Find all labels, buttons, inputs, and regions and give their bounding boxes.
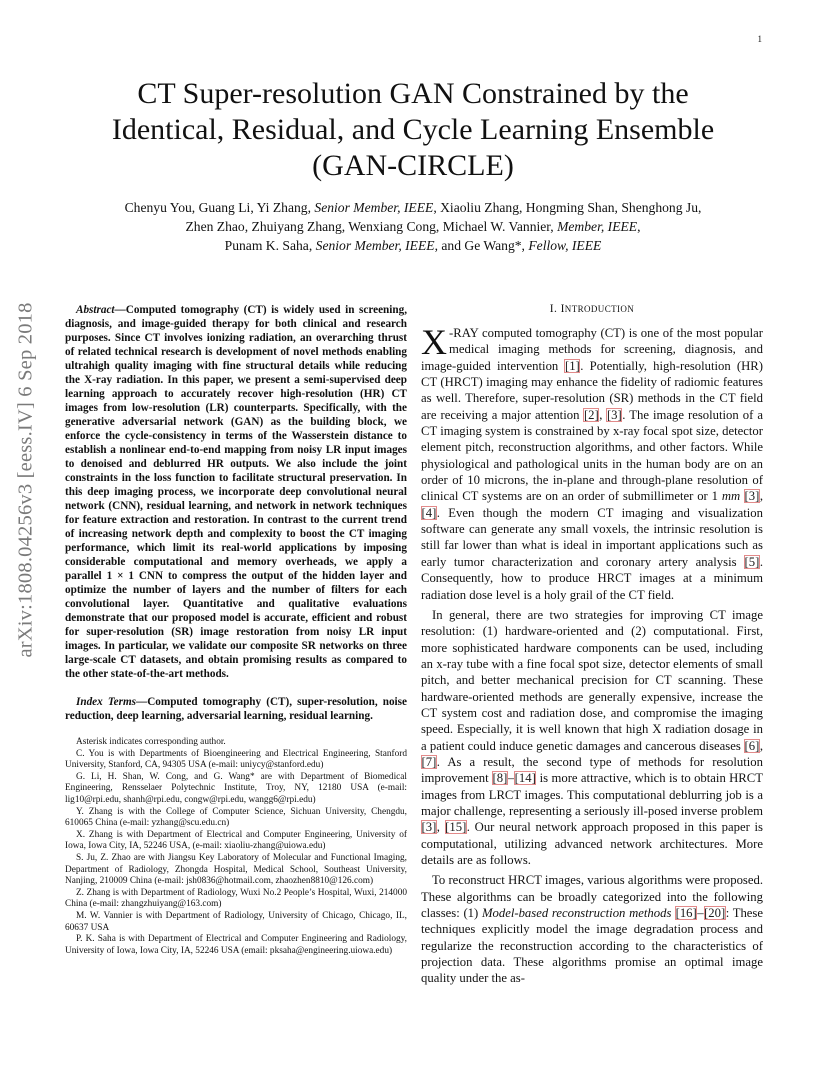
index-terms-text: —Computed tomography (CT), super-resolution, noise reduction, deep learning, adversarial learning, residual learning.: [65, 696, 407, 722]
text-run: . The image resolution of a CT imaging system is constrained by x-ray focal spot size, detector element pitch, reconstruction algorithms, and other factors. While physiological and pathological units in the human body are on an order of 10 microns, the in-plane and through-plane resolution of clinical CT systems are on an order of submillimeter or 1: [421, 407, 763, 504]
author-line-2: [60, 217, 766, 236]
text-run: ,: [599, 407, 607, 422]
citation-link[interactable]: [16]: [675, 906, 697, 921]
left-column: [65, 303, 407, 957]
text-run: . As a result, the second type of methods for resolution improvement: [421, 754, 763, 786]
author-membership: Fellow, IEEE: [528, 238, 602, 253]
footnote: C. You is with Departments of Bioengineering and Electrical Engineering, Stanford University, Stanford, CA, 94305 USA (e-mail: uniycy@stanford.edu): [65, 748, 407, 771]
abstract-text: —Computed tomography (CT) is widely used in screening, diagnosis, and image-guided therapy for both clinical and research purposes. Since CT involves ionizing radiation, an overarching thrust of related technical research is development of novel methods enabling ultrahigh quality imaging with fine structural details while reducing the X-ray radiation. In this paper, we present a semi-supervised deep learning approach to accurately recover high-resolution (HR) CT images from low-resolution (LR) counterparts. Specifically, with the generative adversarial network (GAN) as the building block, we enforce the cycle-consistency in terms of the Wasserstein distance to establish a nonlinear end-to-end mapping from noisy LR input images to denoised and deblurred HR outputs. We also include the joint constraints in the loss function to facilitate structural preservation. In this deep imaging process, we incorporate deep convolutional neural network (CNN), residual learning, and network in network techniques for feature extraction and restoration. In contrast to the current trend of increasing network depth and complexity to boost the CT imaging performance, which limit its real-world applications by imposing considerable computational and memory overheads, we apply a parallel 1 × 1 CNN to compress the output of the hidden layer and optimize the number of layers and the number of filters for each convolutional layer. Quantitative and qualitative evaluations demonstrate that our proposed model is accurate, efficient and robust for super-resolution (SR) image restoration from noisy LR input images. In particular, we validate our composite SR networks on three large-scale CT datasets, and obtain promising results as compared to the other state-of-the-art methods.: [65, 304, 407, 680]
citation-link[interactable]: [4]: [421, 505, 437, 520]
footnote: Y. Zhang is with the College of Computer Science, Sichuan University, Chengdu, 610065 China (e-mail: yzhang@scu.edu.cn): [65, 806, 407, 829]
citation-link[interactable]: [15]: [445, 820, 467, 835]
abstract-label: Abstract: [76, 304, 115, 316]
citation-link[interactable]: [7]: [421, 754, 437, 769]
index-terms: [65, 695, 407, 723]
section-numeral: I.: [549, 303, 561, 315]
citation-link[interactable]: [5]: [744, 554, 760, 569]
intro-paragraph-2: [421, 607, 763, 869]
index-terms-label: Index Terms: [76, 696, 137, 708]
author-names: , Xiaoliu Zhang, Hongming Shan, Shenghong Ju,: [433, 200, 702, 215]
text-run: ,: [759, 738, 763, 753]
text-run: . Our neural network approach proposed in this paper is computational, utilizing advanced network architectures. More details are as follows.: [421, 820, 763, 867]
drop-cap: X: [421, 322, 447, 362]
citation-link[interactable]: [14]: [514, 771, 536, 786]
title-line-1: CT Super-resolution GAN Constrained by the: [137, 77, 689, 110]
footnote: S. Ju, Z. Zhao are with Jiangsu Key Laboratory of Molecular and Functional Imaging, Department of Radiology, Zhongda Hospital, Medical School, Southeast University, Nanjing, 210009 China (e-mail: jsh0836@hotmail.com, zhaozhen8810@126.com): [65, 852, 407, 887]
arxiv-identifier-text: arXiv:1808.04256v3 [eess.IV] 6 Sep 2018: [14, 302, 37, 658]
text-run: -RAY computed tomography (CT) is one of the most popular medical imaging methods for screening, diagnosis, and image-guided intervention: [421, 326, 763, 373]
citation-link[interactable]: [3]: [421, 820, 437, 835]
citation-link[interactable]: [2]: [583, 407, 599, 422]
footnote: X. Zhang is with Department of Electrical and Computer Engineering, University of Iowa, Iowa City, IA, 52246 USA, (e-mail: xiaoliu-zhang@uiowa.edu): [65, 829, 407, 852]
emphasized-term: Model-based reconstruction methods: [481, 906, 672, 921]
intro-paragraph-1: [421, 322, 763, 603]
text-run: . Even though the modern CT imaging and visualization software can generate any small voxels, the intrinsic resolution is still far lower than what is ideal in important applications such as early tumor characterization and coronary artery analysis: [421, 505, 763, 569]
author-membership: Senior Member, IEEE: [315, 238, 435, 253]
section-heading-introduction: [421, 303, 763, 315]
arxiv-identifier: [0, 290, 52, 670]
author-names: ,: [637, 219, 641, 234]
author-names: Chenyu You, Guang Li, Yi Zhang,: [124, 200, 315, 215]
text-run: In general, there are two strategies for improving CT image resolution: (1) hardware-oriented and (2) computational. First, more sophisticated hardware components can be used, including an x-ray tube with a fine focal spot size, detector elements of small pitch, and better mechanical precision for CT scanning. These hardware-oriented methods are generally expensive, increase the CT system cost and radiation dose, and compromise the imaging speed. Especially, it is well known that high X radiation dosage in a patient could induce genetic damages and cancerous diseases: [421, 607, 763, 753]
footnote: Z. Zhang is with Department of Radiology, Wuxi No.2 People’s Hospital, Wuxi, 214000 China (e-mail: zhangzhuiyang@163.com): [65, 887, 407, 910]
intro-paragraph-3: [421, 872, 763, 986]
text-run: ,: [436, 820, 445, 835]
citation-link[interactable]: [1]: [564, 358, 580, 373]
author-names: Punam K. Saha,: [224, 238, 316, 253]
author-line-1: [60, 198, 766, 217]
citation-link[interactable]: [3]: [744, 489, 760, 504]
paper-title: [60, 76, 766, 184]
author-list: [60, 198, 766, 255]
right-column: [421, 303, 763, 987]
section-title-initial: I: [560, 303, 565, 315]
footnote: G. Li, H. Shan, W. Cong, and G. Wang* are with Department of Biomedical Engineering, Rensselaer Polytechnic Institute, Troy, NY, 12180 USA (e-mail: lig10@rpi.edu, shanh@rpi.edu, congw@rpi.edu, wangg6@rpi.edu): [65, 771, 407, 805]
text-run: –: [507, 771, 515, 786]
text-run: . Consequently, how to produce HRCT images at a minimum radiation dose level is a holy grail of the CT field.: [421, 554, 763, 602]
title-line-3: (GAN-CIRCLE): [312, 149, 514, 182]
text-run: To reconstruct HRCT images, various algorithms were proposed. These algorithms can be broadly categorized into the following classes: (1): [421, 873, 763, 921]
page-number: 1: [757, 34, 762, 44]
text-run: –: [697, 906, 704, 921]
author-membership: Senior Member, IEEE: [314, 200, 434, 215]
footnotes: [65, 737, 407, 957]
citation-link[interactable]: [20]: [704, 906, 726, 921]
text-run: : These techniques explicitly model the image degradation process and regularize the reconstruction according to the characteristics of projection data. These algorithms promise an optimal image quality under the as-: [421, 906, 764, 986]
citation-link[interactable]: [3]: [606, 407, 622, 422]
footnote: P. K. Saha is with Department of Electrical and Computer Engineering and Radiology, University of Iowa, Iowa City, IA, 52246 USA (email: pksaha@engineering.uiowa.edu): [65, 934, 407, 956]
footnote: Asterisk indicates corresponding author.: [76, 737, 226, 747]
text-run: is more attractive, which is to obtain HRCT images from LRCT images. This computational deblurring job is a major challenge, representing a seriously ill-posed inverse problem: [421, 771, 763, 818]
abstract: [65, 303, 407, 681]
unit-text: mm: [721, 489, 741, 504]
title-line-2: Identical, Residual, and Cycle Learning Ensemble: [111, 113, 715, 146]
text-run: ,: [759, 489, 763, 504]
section-title-rest: NTRODUCTION: [564, 304, 635, 314]
footnote: M. W. Vannier is with Department of Radiology, University of Chicago, Chicago, IL, 60637 USA: [65, 910, 407, 933]
text-run: . Potentially, high-resolution (HR) CT (HRCT) imaging may enhance the fidelity of radiomic features as well. Therefore, super-resolution (SR) methods in the CT field are receiving a major attention: [421, 358, 763, 422]
author-names: Zhen Zhao, Zhuiyang Zhang, Wenxiang Cong, Michael W. Vannier,: [185, 219, 558, 234]
citation-link[interactable]: [6]: [744, 738, 760, 753]
author-line-3: [60, 236, 766, 255]
author-names: , and Ge Wang*,: [434, 238, 529, 253]
author-membership: Member, IEEE: [557, 219, 638, 234]
citation-link[interactable]: [8]: [492, 771, 508, 786]
